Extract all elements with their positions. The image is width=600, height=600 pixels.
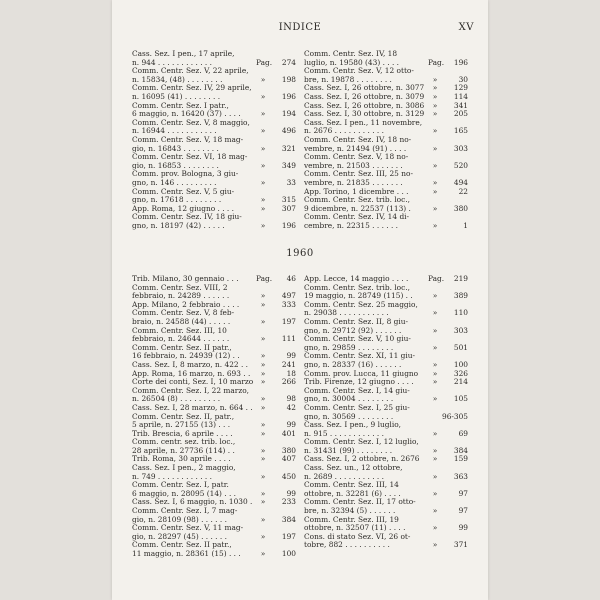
index-entry	[132, 430, 296, 439]
entry-marker: »	[432, 325, 438, 335]
index-entry	[132, 67, 296, 84]
entry-marker: »	[260, 497, 266, 507]
entry-marker: »	[432, 454, 438, 464]
year-heading: 1960	[286, 248, 314, 259]
index-entry	[132, 413, 296, 430]
entry-citation: Comm. Centr. Sez. II, 8 giu- gno, n. 29712 (92) . . . . . .	[304, 317, 408, 335]
entry-page-number: 333	[281, 299, 296, 309]
index-entry	[304, 170, 468, 187]
entry-page-number: 219	[453, 274, 468, 283]
entry-citation: Comm. Centr. Sez. V, 11 mag- gio, n. 28297 (45) . . . . . .	[132, 524, 244, 541]
entry-page-number: 197	[281, 531, 296, 541]
index-entry	[304, 318, 468, 335]
entry-page-number: 33	[286, 177, 296, 187]
index-entry	[304, 188, 468, 197]
index-entry	[132, 361, 296, 370]
entry-page-number: 100	[281, 549, 296, 558]
index-column-bottom-right	[304, 275, 468, 550]
entry-marker: »	[260, 126, 266, 136]
entry-marker: »	[260, 91, 266, 101]
entry-marker: »	[260, 160, 266, 170]
entry-page-number: 30	[458, 74, 468, 84]
entry-citation: Cass. Sez. I pen., 11 novembre, n. 2676 . . . . . . . . . . .	[304, 118, 423, 136]
entry-citation: Comm. Centr. Sez. V, 18 no- vembre, n. 21503 . . . . . . .	[304, 153, 409, 170]
index-entry	[132, 455, 296, 464]
entry-page-number: 384	[281, 514, 296, 524]
entry-marker: »	[432, 220, 438, 230]
index-entry	[132, 301, 296, 310]
entry-citation: Comm. Centr. Sez. I, 25 giu- gno, n. 30569 . . . . . . . .	[304, 403, 410, 421]
entry-citation: Trib. Roma, 30 aprile . . . .	[132, 455, 231, 464]
entry-marker: »	[432, 523, 438, 533]
entry-page-number: 389	[453, 291, 468, 301]
entry-citation: Comm. Centr. Sez. I patr., 6 maggio, n. 16420 (37) . . . .	[132, 101, 241, 119]
index-entry	[132, 404, 296, 413]
entry-marker: »	[432, 394, 438, 404]
entry-marker: »	[260, 420, 266, 430]
entry-page-number: 111	[281, 334, 296, 344]
entry-citation: Cass. Sez. I, 26 ottobre, n. 3086	[304, 101, 425, 110]
entry-marker: »	[432, 74, 438, 84]
entry-citation: Corte dei conti, Sez. I, 10 marzo	[132, 378, 254, 387]
index-entry	[132, 119, 296, 136]
entry-citation: Comm. Centr. Sez. V, 22 aprile, n. 15834, (48) . . . . . . . .	[132, 67, 249, 84]
index-entry	[304, 404, 468, 421]
entry-marker: »	[432, 471, 438, 481]
entry-marker: Pag.	[256, 57, 273, 67]
entry-citation: Comm. Centr. Sez. II, 17 otto- bre, n. 32394 (5) . . . . . .	[304, 498, 416, 516]
entry-marker: »	[260, 291, 266, 301]
index-entry	[132, 153, 296, 170]
entry-citation: Cass. Sez. I, 26 ottobre, n. 3079	[304, 92, 425, 101]
index-entry	[304, 378, 468, 387]
entry-marker: »	[432, 342, 438, 352]
index-entry	[304, 301, 468, 318]
entry-page-number: 159	[453, 454, 468, 464]
index-entry	[304, 438, 468, 455]
entry-citation: Comm. Centr. Sez. I, 7 mag- gio, n. 28109 (98) . . . . . .	[132, 507, 238, 524]
entry-citation: App. Roma, 16 marzo, n. 693 . .	[132, 369, 251, 378]
entry-citation: Comm. Centr. Sez. II patr., 16 febbraio, n. 24939 (12) . .	[132, 343, 240, 361]
index-entry	[304, 284, 468, 301]
entry-citation: Comm. Centr. Sez. V, 18 mag- gio, n. 16843 . . . . . . . .	[132, 135, 244, 153]
entry-page-number: 42	[286, 402, 296, 412]
entry-page-number: 97	[458, 488, 468, 498]
entry-citation: Comm. Centr. Sez. VI, 18 mag- gio, n. 16853 . . . . . . . .	[132, 153, 248, 170]
entry-marker: Pag.	[428, 274, 445, 283]
entry-marker: »	[260, 334, 266, 344]
index-entry	[132, 464, 296, 481]
entry-marker: »	[260, 316, 266, 326]
entry-marker: »	[432, 540, 438, 550]
entry-citation: Comm. Centr. Sez. IV, 29 aprile, n. 16095 (41) . . . . . . . .	[132, 84, 252, 101]
index-entry	[304, 119, 468, 136]
entry-citation: Comm. Centr. Sez. V, 10 giu- gno, n. 29859 . . . . . . . .	[304, 335, 411, 352]
entry-citation: Comm. Centr. Sez. I, 22 marzo, n. 26504 (8) . . . . . . . . .	[132, 386, 250, 404]
entry-citation: Cass. Sez. I, 6 maggio, n. 1030 .	[132, 498, 253, 507]
entry-page-number: 384	[453, 445, 468, 455]
index-entry	[304, 93, 468, 102]
index-entry	[304, 421, 468, 438]
index-entry	[304, 110, 468, 119]
entry-page-number: 205	[453, 109, 468, 119]
header-title: INDICE	[278, 22, 322, 33]
page-folio: XV	[458, 22, 474, 33]
index-entry	[132, 188, 296, 205]
entry-citation: Comm. Centr. Sez. XI, 11 giu- gno, n. 28337 (16) . . . . . .	[304, 352, 416, 369]
entry-page-number: 494	[453, 177, 468, 187]
index-entry	[132, 84, 296, 101]
entry-citation: Cass. Sez. I, 26 ottobre, n. 3077	[304, 84, 425, 93]
index-entry	[304, 67, 468, 84]
index-entry	[304, 84, 468, 93]
index-column-top-right	[304, 50, 468, 230]
index-entry	[304, 102, 468, 111]
entry-page-number: 450	[281, 471, 296, 481]
entry-citation: Comm. Centr. Sez. 25 maggio, n. 29038 . . . . . . . . . . .	[304, 300, 418, 318]
index-entry	[132, 481, 296, 498]
entry-marker: »	[432, 203, 438, 213]
entry-page-number: 110	[453, 308, 468, 318]
entry-citation: Comm. Centr. Sez. IV, 18 no- vembre, n. 21494 (91) . . . .	[304, 135, 412, 153]
entry-marker: »	[260, 351, 266, 361]
entry-page-number: 100	[453, 359, 468, 369]
entry-page-number: 105	[453, 394, 468, 404]
entry-citation: Comm. Centr. Sez. V, 8 feb- braio, n. 24588 (44) . . . . .	[132, 309, 235, 326]
entry-citation: Comm. Centr. Sez. II patr., 11 maggio, n. 28361 (15) . . .	[132, 541, 241, 558]
entry-citation: Trib. Brescia, 6 aprile . . . .	[132, 429, 233, 438]
entry-citation: Comm. Centr. Sez. V, 5 giu- gno, n. 17618 . . . . . . . .	[132, 187, 235, 205]
entry-page-number: 214	[453, 377, 468, 387]
index-entry	[304, 275, 468, 284]
entry-page-number: 197	[281, 316, 296, 326]
entry-page-number: 326	[453, 368, 468, 378]
entry-citation: Cass. Sez. I pen., 9 luglio, n. 915 . . . . . . . . . . . .	[304, 421, 401, 438]
entry-page-number: 99	[286, 488, 296, 498]
entry-marker: »	[432, 109, 438, 119]
index-entry	[304, 50, 468, 67]
entry-page-number: 401	[281, 428, 296, 438]
entry-marker: »	[432, 186, 438, 196]
entry-marker: »	[260, 471, 266, 481]
entry-citation: App. Torino, 1 dicembre . . .	[304, 187, 409, 196]
entry-citation: Comm. Centr. Sez. trib. loc., 9 dicembre, n. 22537 (113) .	[304, 196, 411, 213]
entry-page-number: 194	[281, 109, 296, 119]
entry-page-number: 380	[453, 203, 468, 213]
entry-page-number: 196	[281, 91, 296, 101]
entry-citation: Comm. prov. Lucca, 11 giugno	[304, 369, 419, 378]
entry-page-number: 22	[458, 186, 468, 196]
entry-page-number: 407	[281, 454, 296, 464]
index-entry	[132, 170, 296, 187]
entry-page-number: 96-305	[442, 411, 469, 421]
index-entry	[132, 498, 296, 507]
entry-citation: Comm. Centr. Sez. IV, 14 di- cembre, n. 22315 . . . . . .	[304, 213, 410, 230]
entry-page-number: 198	[281, 74, 296, 84]
entry-page-number: 233	[281, 497, 296, 507]
entry-citation: Comm. Centr. Sez. V, 8 maggio, n. 16944 . . . . . . . . . . .	[132, 118, 250, 136]
entry-marker: »	[260, 74, 266, 84]
entry-page-number: 380	[281, 445, 296, 455]
entry-page-number: 307	[281, 203, 296, 213]
index-column-top-left	[132, 50, 296, 230]
entry-marker: »	[260, 359, 266, 369]
entry-citation: App. Lecce, 14 maggio . . . .	[304, 275, 409, 283]
entry-marker: »	[260, 531, 266, 541]
entry-citation: Comm. Centr. Sez. III, 10 febbraio, n. 24644 . . . . . .	[132, 326, 230, 344]
index-entry	[304, 516, 468, 533]
entry-marker: »	[260, 220, 266, 230]
entry-page-number: 303	[453, 143, 468, 153]
entry-page-number: 349	[281, 160, 296, 170]
entry-marker: »	[260, 109, 266, 119]
entry-page-number: 274	[281, 57, 296, 67]
index-entry	[304, 136, 468, 153]
index-entry	[132, 541, 296, 558]
entry-marker: »	[432, 91, 438, 101]
entry-citation: Comm. prov. Bologna, 3 giu- gno, n. 146 . . . . . . . . .	[132, 170, 239, 187]
entry-page-number: 99	[458, 523, 468, 533]
entry-citation: Cons. di stato Sez. VI, 26 ot- tobre, 882 . . . . . . . . . .	[304, 532, 411, 550]
index-entry	[304, 335, 468, 352]
index-entry	[304, 370, 468, 379]
index-entry	[132, 213, 296, 230]
entry-citation: Comm. Centr. Sez. I, 12 luglio, n. 31431 (99) . . . . . . . .	[304, 438, 419, 455]
entry-marker: »	[260, 368, 266, 378]
index-entry	[132, 344, 296, 361]
entry-page-number: 241	[281, 359, 296, 369]
entry-marker: »	[432, 100, 438, 110]
entry-marker: »	[260, 195, 266, 205]
entry-marker: Pag.	[256, 274, 273, 283]
index-entry	[132, 309, 296, 326]
entry-citation: Cass. Sez. un., 12 ottobre, n. 2689 . . . . . . . . . . .	[304, 464, 403, 481]
entry-page-number: 129	[453, 83, 468, 93]
index-entry	[132, 524, 296, 541]
entry-citation: Comm. centr. sez. trib. loc., 28 aprile, n. 27736 (114) . .	[132, 438, 236, 455]
entry-page-number: 99	[286, 420, 296, 430]
entry-citation: Comm. Centr. Sez. IV, 18 giu- gno, n. 18197 (42) . . . . .	[132, 213, 242, 230]
entry-citation: Cass. Sez. I pen., 17 aprile, n. 944 . . . . . . . . . . . .	[132, 50, 235, 67]
entry-citation: Cass. Sez. I, 2 ottobre, n. 2676	[304, 455, 420, 464]
entry-citation: Cass. Sez. I, 30 ottobre, n. 3129	[304, 110, 425, 119]
entry-page-number: 97	[458, 506, 468, 516]
entry-marker: »	[260, 177, 266, 187]
entry-page-number: 371	[453, 540, 468, 550]
entry-citation: Comm. Centr. Sez. IV, 18 luglio, n. 19580 (43) . . . .	[304, 50, 400, 67]
entry-citation: Trib. Firenze, 12 giugno . . . .	[304, 378, 414, 387]
entry-marker: »	[260, 394, 266, 404]
entry-citation: Comm. Centr. Sez. III, 14 ottobre, n. 32281 (6) . . . .	[304, 481, 401, 498]
entry-page-number: 1	[463, 220, 468, 230]
entry-marker: »	[432, 445, 438, 455]
entry-page-number: 69	[458, 428, 468, 438]
entry-marker: »	[260, 299, 266, 309]
entry-citation: Cass. Sez. I, 8 marzo, n. 422 . .	[132, 360, 248, 369]
index-entry	[132, 102, 296, 119]
entry-marker: »	[432, 368, 438, 378]
entry-page-number: 363	[453, 471, 468, 481]
index-column-bottom-left	[132, 275, 296, 559]
entry-marker: »	[260, 377, 266, 387]
index-entry	[132, 284, 296, 301]
entry-marker: »	[260, 402, 266, 412]
entry-page-number: 520	[453, 160, 468, 170]
entry-marker: Pag.	[428, 57, 445, 67]
entry-page-number: 114	[453, 91, 468, 101]
entry-page-number: 165	[453, 126, 468, 136]
entry-citation: Comm. Centr. Sez. trib. loc., 19 maggio, n. 28749 (115) . .	[304, 283, 413, 301]
running-header	[112, 22, 488, 36]
entry-marker: »	[432, 143, 438, 153]
index-entry	[132, 387, 296, 404]
entry-citation: Comm. Centr. Sez. III, 25 no- vembre, n. 21835 . . . . . . .	[304, 170, 413, 187]
entry-citation: App. Roma, 12 giugno . . . .	[132, 204, 234, 213]
index-entry	[304, 498, 468, 515]
entry-page-number: 18	[286, 368, 296, 378]
entry-marker: »	[432, 308, 438, 318]
entry-marker: »	[260, 549, 266, 558]
entry-page-number: 99	[286, 351, 296, 361]
index-entry	[132, 327, 296, 344]
index-entry	[304, 196, 468, 213]
entry-page-number: 497	[281, 291, 296, 301]
index-entry	[132, 438, 296, 455]
entry-marker: »	[432, 83, 438, 93]
entry-page-number: 46	[286, 274, 296, 283]
entry-citation: Trib. Milano, 30 gennaio . . .	[132, 275, 239, 283]
entry-marker: »	[432, 428, 438, 438]
index-entry	[304, 464, 468, 481]
entry-marker: »	[260, 488, 266, 498]
entry-citation: Comm. Centr. Sez. III, 19 ottobre, n. 32507 (11) . . . .	[304, 515, 406, 533]
entry-page-number: 303	[453, 325, 468, 335]
entry-page-number: 196	[453, 57, 468, 67]
entry-marker: »	[260, 445, 266, 455]
entry-marker: »	[432, 126, 438, 136]
index-entry	[304, 352, 468, 369]
entry-marker: »	[432, 359, 438, 369]
entry-marker: »	[260, 428, 266, 438]
entry-page-number: 315	[281, 195, 296, 205]
entry-page-number: 496	[281, 126, 296, 136]
index-entry	[304, 533, 468, 550]
index-entry	[132, 370, 296, 379]
entry-citation: App. Milano, 2 febbraio . . . .	[132, 300, 240, 309]
entry-marker: »	[432, 488, 438, 498]
index-entry	[304, 455, 468, 464]
entry-citation: Comm. Centr. Sez. II, patr., 5 aprile, n. 27155 (13) . . .	[132, 412, 235, 430]
entry-page-number: 266	[281, 377, 296, 387]
entry-marker: »	[260, 203, 266, 213]
entry-citation: Comm. Centr. Sez. I, 14 giu- gno, n. 30004 . . . . . . . .	[304, 386, 410, 404]
entry-page-number: 321	[281, 143, 296, 153]
entry-citation: Comm. Centr. Sez. I, patr. 6 maggio, n. 28095 (14) . . .	[132, 481, 237, 498]
entry-citation: Comm. Centr. Sez. VIII, 2 febbraio, n. 24289 . . . . . .	[132, 283, 230, 301]
entry-marker: »	[260, 454, 266, 464]
index-entry	[132, 50, 296, 67]
entry-page-number: 98	[286, 394, 296, 404]
entry-marker: »	[432, 506, 438, 516]
entry-marker: »	[432, 177, 438, 187]
index-entry	[304, 387, 468, 404]
entry-citation: Cass. Sez. I, 28 marzo, n. 664 . .	[132, 403, 253, 412]
entry-page-number: 341	[453, 100, 468, 110]
entry-marker: »	[260, 143, 266, 153]
entry-marker: »	[260, 514, 266, 524]
index-entry	[132, 275, 296, 284]
index-entry	[304, 481, 468, 498]
entry-page-number: 501	[453, 342, 468, 352]
index-entry	[132, 507, 296, 524]
entry-citation: Cass. Sez. I pen., 2 maggio, n. 749 . . . . . . . . . . . .	[132, 464, 236, 481]
entry-page-number: 196	[281, 220, 296, 230]
index-entry	[132, 205, 296, 214]
entry-marker: »	[432, 291, 438, 301]
entry-citation: Comm. Centr. Sez. V, 12 otto- bre, n. 19878 . . . . . . . .	[304, 67, 414, 84]
entry-marker: »	[432, 377, 438, 387]
index-entry	[132, 378, 296, 387]
book-page	[112, 0, 488, 600]
index-entry	[132, 136, 296, 153]
entry-marker: »	[432, 160, 438, 170]
index-entry	[304, 153, 468, 170]
index-entry	[304, 213, 468, 230]
